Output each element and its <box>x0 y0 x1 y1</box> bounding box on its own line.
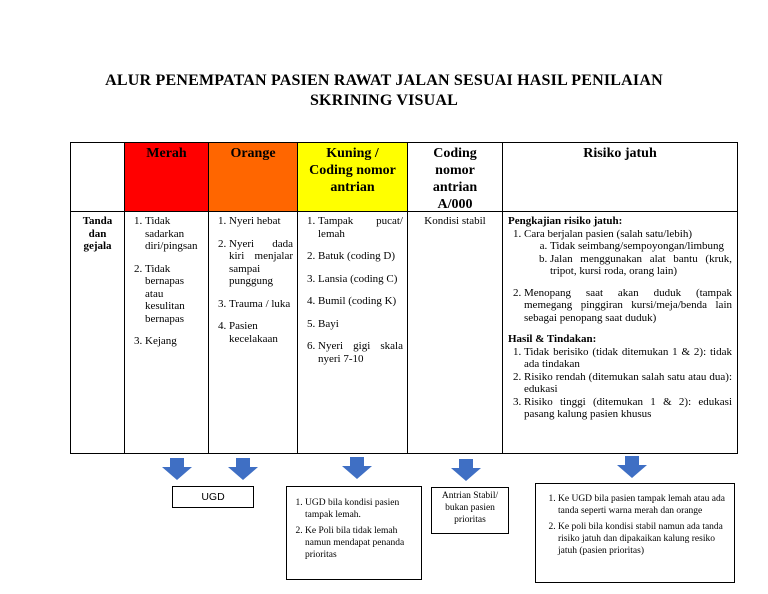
orange-item: 4. Pasien kecelakaan <box>229 320 293 345</box>
kuning-item: 4. Bumil (coding K) <box>318 295 403 308</box>
row-label-cell <box>70 211 125 454</box>
coding-cell <box>407 211 503 454</box>
arrow-down-icon <box>451 459 481 481</box>
arrow-down-icon <box>342 457 372 479</box>
risiko-cell <box>502 211 738 454</box>
orange-item: 2. Nyeri dada kiri menjalar sampai punggung <box>229 238 293 288</box>
risiko-destination-item: 2. Ke poli bila kondisi stabil namun ada tanda risiko jatuh dan dipakaikan kalung resiko jatuh (pasien prioritas) <box>558 521 728 557</box>
header-kuning <box>297 142 408 212</box>
merah-item: 2. Tidak bernapas atau kesulitan bernapas <box>145 263 205 326</box>
kuning-destination-item: 2. Ke Poli bila tidak lemah namun mendapat penanda prioritas <box>305 525 417 561</box>
coding-text: Kondisi stabil <box>424 215 486 227</box>
document-title-line2: SKRINING VISUAL <box>309 92 459 109</box>
arrow-down-icon <box>228 458 258 480</box>
merah-item: 3. Kejang <box>145 335 205 348</box>
hasil-item: 3. Risiko tinggi (ditemukan 1 & 2): edukasi pasang kalung pasien khusus <box>524 396 732 421</box>
header-merah-label: Merah <box>146 146 187 161</box>
risiko-destination-item: 1. Ke UGD bila pasien tampak lemah atau ada tanda seperti warna merah dan orange <box>558 493 728 517</box>
merah-item: 1. Tidak sadarkan diri/pingsan <box>145 215 205 253</box>
kuning-destination-box <box>286 486 422 580</box>
kuning-destination-item: 1. UGD bila kondisi pasien tampak lemah. <box>305 497 417 521</box>
orange-item: 1. Nyeri hebat <box>229 215 293 228</box>
ugd-box-label: UGD <box>201 491 225 503</box>
orange-item: 3. Trauma / luka <box>229 298 293 311</box>
header-risiko <box>502 142 738 212</box>
pengkajian-title: Pengkajian risiko jatuh: <box>508 215 623 227</box>
antrian-box <box>431 487 509 534</box>
pengkajian-item: 2. Menopang saat akan duduk (tampak memegang pinggiran kursi/meja/benda lain sebagai penopang saat duduk) <box>524 287 732 325</box>
header-coding-label: Coding nomor antrian A/000 <box>432 146 478 212</box>
arrow-down-icon <box>162 458 192 480</box>
header-risiko-label: Risiko jatuh <box>583 146 657 161</box>
pengkajian-item1-text: Cara berjalan pasien (salah satu/lebih) <box>524 227 692 240</box>
merah-cell <box>124 211 209 454</box>
hasil-title: Hasil & Tindakan: <box>508 333 597 345</box>
kuning-item: 2. Batuk (coding D) <box>318 250 403 263</box>
pengkajian-sub-b: b. Jalan menggunakan alat bantu (kruk, tripot, kursi roda, orang lain) <box>550 253 732 278</box>
kuning-cell <box>297 211 408 454</box>
arrow-down-icon <box>617 456 647 478</box>
header-empty-cell <box>70 142 125 212</box>
kuning-item: 5. Bayi <box>318 318 403 331</box>
orange-cell <box>208 211 298 454</box>
kuning-item: 3. Lansia (coding C) <box>318 273 403 286</box>
pengkajian-item <box>524 228 732 278</box>
header-orange-label: Orange <box>230 146 276 161</box>
header-coding <box>407 142 503 212</box>
header-merah <box>124 142 209 212</box>
header-kuning-label: Kuning / Coding nomor antrian <box>309 146 396 195</box>
hasil-item: 2. Risiko rendah (ditemukan salah satu atau dua): edukasi <box>524 371 732 396</box>
pengkajian-sub-a: a. Tidak seimbang/sempoyongan/limbung <box>550 240 732 253</box>
risiko-destination-box <box>535 483 735 583</box>
header-orange <box>208 142 298 212</box>
kuning-item: 1. Tampak pucat/ lemah <box>318 215 403 240</box>
row-label: Tanda dan gejala <box>82 215 113 252</box>
antrian-box-label: Antrian Stabil/ bukan pasien prioritas <box>441 491 499 525</box>
document-title-line1: ALUR PENEMPATAN PASIEN RAWAT JALAN SESUAI HASIL PENILAIAN <box>105 72 663 89</box>
ugd-box <box>172 486 254 508</box>
hasil-item: 1. Tidak berisiko (tidak ditemukan 1 & 2): tidak ada tindakan <box>524 346 732 371</box>
kuning-item: 6. Nyeri gigi skala nyeri 7-10 <box>318 340 403 365</box>
